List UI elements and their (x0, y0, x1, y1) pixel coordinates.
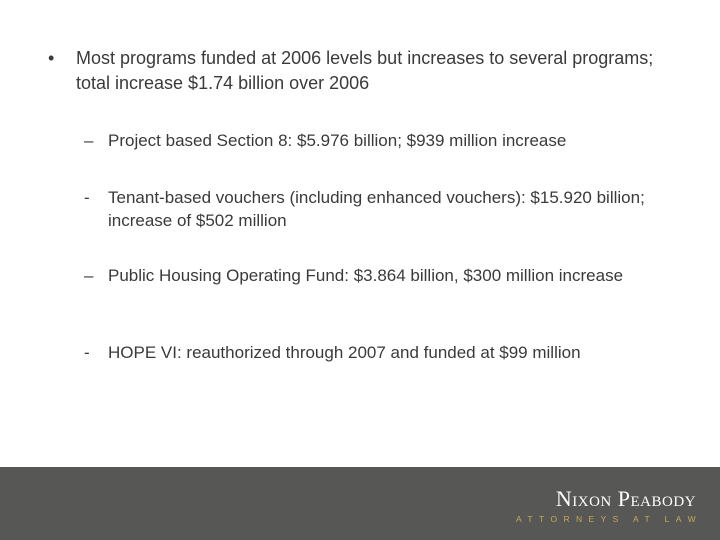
sub-bullet-text: Project based Section 8: $5.976 billion; $939 million increase (108, 131, 567, 150)
sub-bullet-marker: - (84, 343, 90, 362)
sub-bullet-text: Tenant-based vouchers (including enhanced vouchers): $15.920 billion; increase of $502 million (108, 188, 645, 230)
sub-bullet-marker: – (84, 266, 94, 285)
main-bullet-text: Most programs funded at 2006 levels but increases to several programs; total increase $1.74 billion over 2006 (76, 48, 654, 93)
sub-bullet-marker: – (84, 131, 94, 150)
company-logo (515, 486, 702, 525)
sub-bullet-marker: - (84, 188, 90, 207)
sub-bullet-text: HOPE VI: reauthorized through 2007 and funded at $99 million (108, 343, 581, 362)
sub-bullet-text: Public Housing Operating Fund: $3.864 billion, $300 million increase (108, 266, 624, 285)
footer-bar (0, 467, 720, 540)
logo-tagline: ATTORNEYS AT LAW (515, 514, 702, 524)
bullet-marker: • (48, 48, 55, 68)
logo-name: Nixon Peabody (555, 486, 696, 511)
